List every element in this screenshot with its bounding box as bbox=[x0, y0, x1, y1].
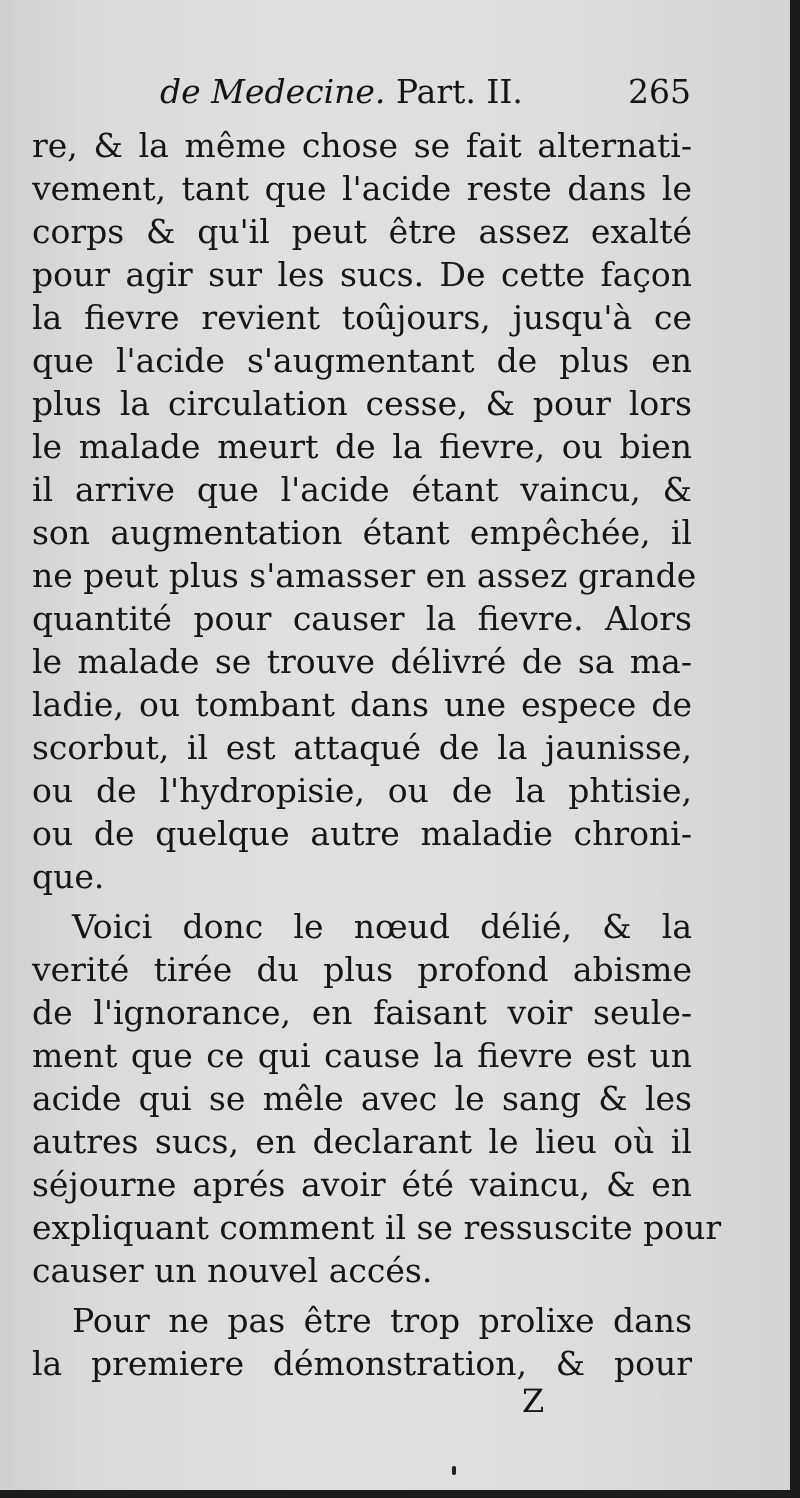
text-line: causer un nouvel accés. bbox=[32, 1251, 433, 1290]
text-line: séjourne aprés avoir été vaincu, & en bbox=[32, 1165, 692, 1204]
paragraph-gap bbox=[32, 898, 692, 905]
paragraph-2 bbox=[32, 905, 722, 1292]
page-number: 265 bbox=[628, 72, 691, 111]
text-line: ne peut plus s'amasser en assez grande bbox=[32, 556, 697, 595]
text-line: de l'ignorance, en faisant voir seule- bbox=[32, 993, 692, 1032]
text-line: il arrive que l'acide étant vaincu, & bbox=[32, 470, 692, 509]
paragraph-1 bbox=[32, 124, 697, 898]
text-line: vement, tant que l'acide reste dans le bbox=[32, 169, 692, 208]
text-line: le malade se trouve délivré de sa ma- bbox=[32, 642, 692, 681]
running-head-title bbox=[160, 72, 523, 111]
text-line: corps & qu'il peut être assez exalté bbox=[32, 212, 692, 251]
text-line: scorbut, il est attaqué de la jaunisse, bbox=[32, 728, 692, 767]
body-text bbox=[32, 124, 722, 1385]
text-line: ment que ce qui cause la fievre est un bbox=[32, 1036, 692, 1075]
text-line: ladie, ou tombant dans une espece de bbox=[32, 685, 692, 724]
text-line: expliquant comment il se ressuscite pour bbox=[32, 1208, 722, 1247]
text-line: ou de l'hydropisie, ou de la phtisie, bbox=[32, 771, 692, 810]
page-edge-shadow-bottom bbox=[0, 1490, 800, 1498]
text-line: que l'acide s'augmentant de plus en bbox=[32, 341, 692, 380]
text-line: plus la circulation cesse, & pour lors bbox=[32, 384, 692, 423]
text-line: re, & la même chose se fait alternati- bbox=[32, 126, 692, 165]
paragraph-3 bbox=[32, 1299, 692, 1385]
text-line: autres sucs, en declarant le lieu où il bbox=[32, 1122, 692, 1161]
text-line: le malade meurt de la fievre, ou bien bbox=[32, 427, 692, 466]
text-line: Pour ne pas être trop prolixe dans bbox=[72, 1301, 692, 1340]
text-line: pour agir sur les sucs. De cette façon bbox=[32, 255, 692, 294]
paragraph-gap bbox=[32, 1292, 692, 1299]
text-line: son augmentation étant empêchée, il bbox=[32, 513, 692, 552]
signature-mark: Z bbox=[522, 1382, 545, 1420]
page-edge-shadow-right bbox=[790, 0, 800, 1498]
ink-speck bbox=[452, 1466, 456, 1475]
running-head bbox=[0, 72, 790, 122]
text-line: la premiere démonstration, & pour bbox=[32, 1344, 692, 1383]
text-line: verité tirée du plus profond abisme bbox=[32, 950, 692, 989]
running-head-roman: Part. II. bbox=[385, 72, 523, 111]
text-line: acide qui se mêle avec le sang & les bbox=[32, 1079, 692, 1118]
text-line: quantité pour causer la fievre. Alors bbox=[32, 599, 692, 638]
text-line: la fievre revient toûjours, jusqu'à ce bbox=[32, 298, 692, 337]
running-head-italic: de Medecine. bbox=[160, 72, 386, 111]
text-line: ou de quelque autre maladie chroni- bbox=[32, 814, 692, 853]
text-line: que. bbox=[32, 857, 105, 896]
text-line: Voici donc le nœud délié, & la bbox=[72, 907, 692, 946]
